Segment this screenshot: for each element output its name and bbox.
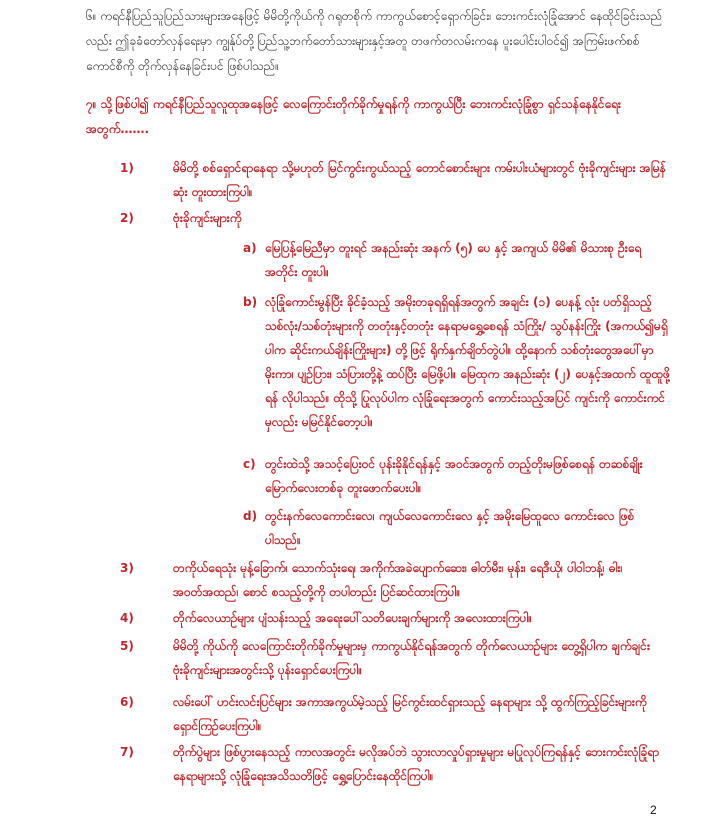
sub-item-letter: b) bbox=[243, 295, 258, 309]
list-item-text: ဗုံးခိုကျင်းများကို bbox=[173, 211, 242, 225]
sub-item-letter: c) bbox=[243, 457, 256, 471]
sub-item-text: မြေပြန့်မြေညီမှာ တူးရင် အနည်းဆုံး အနက် (၅) ပေ နှင့် အကျယ် မိမိ၏ မိသားစု ဦးရေအတိုင်း တူးပါ။ bbox=[265, 241, 642, 279]
list-item-number: 3) bbox=[120, 561, 134, 575]
sub-item-text: တွင်းနက်လေကောင်းလေ၊ ကျယ်လေကောင်းလေ နှင့် အမိုးမြေထူလေ ကောင်းလေ ဖြစ်ပါသည်။ bbox=[265, 509, 635, 547]
list-item-text: မိမိတို့ ကိုယ်ကို လေကြောင်းတိုက်ခိုက်မှုများမှ ကာကွယ်နိုင်ရန်အတွက် တိုက်လေယာဉ်များ တွေ့ရှိပါက ချက်ချင်း ဗုံးခိုကျင်းများအတွင်းသို့ ပုန်းရှောင်ပေးကြပါ။ bbox=[173, 639, 650, 677]
list-item-number: 4) bbox=[120, 611, 134, 625]
list-item-text: တကိုယ်ရေသုံး မုန့်ခြောက်၊ သောက်သုံးရေ၊ အကိုက်အခဲပျောက်ဆေး၊ ဓါတ်မီး၊ မုန်း၊ ရေဒီယို၊ ပါဝါဘန့်၊ ဓါး၊ အဝတ်အထည်၊ စောင် စသည့်တို့ကို တပါတည်း ပြင်ဆင်ထားကြပါ။ bbox=[173, 561, 623, 599]
sub-item-text: လုံခြုံကောင်းမွန်ပြီး ခိုင်ခံ့သည့် အမိုးတခုရရှိရန်အတွက် အချင်း (၁) ပေနန့် လုံး ပတ်ရှိသည့် သစ်လုံး/သစ်တုံးများကို တတုံးနှင့်တတုံး နေရာမရွှေ့စေရန် သံကြိုး/ သွပ်နန်းကြိုး (အကယ်၍မရှိပါက ဆိုင်းကယ်ချိန်းကြိုးများ) တို့ဖြင့် ရိုက်နှက်ချိတ်တွဲပါ။ ထို့နောက် သစ်တုံးတွေအပေါ်မှာ မိုးကာ၊ ပျဉ်ပြား၊ သံပြားတို့နဲ့ ထပ်ပြီး မြေဖို့ပါ။ မြေထုက အနည်းဆုံး (၂) ပေနှင့်အထက် ထူထူဖို့ရန် လိုပါသည်။ ထိုသို့ ပြုလုပ်ပါက လုံခြုံရေးအတွက် ကောင်းသည့်အပြင် ကျင်းကို ကောင်းကင်မှလည်း မမြင်နိုင်တော့ပါ။ bbox=[265, 295, 670, 429]
list-item-number: 6) bbox=[120, 695, 134, 709]
sub-item-text: တွင်းထဲသို့ အသင့်ပြေးဝင် ပုန်းခိုနိုင်ရန်နှင့် အဝင်အတွက် တည့်တိုးမဖြစ်စေရန် တဆစ်ချိုးမြောက်လေးတစ်ခု တူးဖောက်ပေးပါ။ bbox=[265, 457, 643, 495]
paragraph-6: ၆။ ကရင်နီပြည်သူပြည်သားများအနေဖြင့် မိမိတို့ကိုယ်ကို ဂရုတစိုက် ကာကွယ်စောင့်ရှောက်ခြင်း၊ ဘေးကင်းလုံခြုံအောင် နေထိုင်ခြင်းသည်လည်း ဤခုခံတော်လှန်ရေးမှာ ကျွန်ုပ်တို့ပြည်သူ့ဘက်တော်သားများနှင့်အတူ တဖက်တလမ်းကနေ ပူးပေါင်းပါဝင်၍ အကြမ်းဖက်စစ်ကောင်စီကို တိုက်လှန်နေခြင်းပင် ဖြစ်ပါသည်။ bbox=[86, 9, 663, 73]
list-item-number: 7) bbox=[120, 745, 134, 759]
page-number: 2 bbox=[650, 803, 657, 817]
list-item-text: လမ်းပေါ် ဟင်းလင်းပြင်များ အကာအကွယ်မဲ့သည့် မြင်ကွင်းထင်ရှားသည့် နေရာများ သို့ ထွက်ကြည့်ခြင်းများကို ရှောင်ကြဉ်ပေးကြပါ။ bbox=[173, 695, 647, 733]
list-item-text: တိုက်ပွဲများ ဖြစ်ပွားနေသည့် ကာလအတွင်း မလိုအပ်ဘဲ သွားလာလှုပ်ရှားမှုများ မပြုလုပ်ကြရန်နှင့် ဘေးကင်းလုံခြုံရာ နေရာများသို့ လုံခြုံရေးအသိသတိဖြင့် ရွှေ့ပြောင်းနေထိုင်ကြပါ။ bbox=[173, 745, 660, 783]
sub-item-letter: d) bbox=[243, 509, 258, 523]
list-item-text: တိုက်လေယာဉ်များ ပျံသန်းသည့် အရေးပေါ်သတိပေးချက်များကို အလေးထားကြပါ။ bbox=[173, 611, 533, 625]
sub-item-letter: a) bbox=[243, 241, 257, 255]
list-item-number: 1) bbox=[120, 161, 134, 175]
paragraph-7-heading: ၇။ သို့ဖြစ်ပါ၍ ကရင်နီပြည်သူလူထုအနေဖြင့် လေကြောင်းတိုက်ခိုက်မှုရန်ကို ကာကွယ်ပြီး ဘေးကင်းလုံခြုံစွာ ရှင်သန်နေနိုင်ရေးအတွက်……. bbox=[86, 97, 621, 136]
list-item-text: မိမိတို့ စစ်ရှောင်ရာနေရာ သို့မဟုတ် မြင်ကွင်းကွယ်သည့် တောင်စောင်းများ ကမ်းပါးယံများတွင် ဗုံးခိုကျင်းများ အမြန်ဆုံး တူးထားကြပါ။ bbox=[173, 161, 666, 199]
list-item-number: 2) bbox=[120, 211, 134, 225]
list-item-number: 5) bbox=[120, 639, 134, 653]
